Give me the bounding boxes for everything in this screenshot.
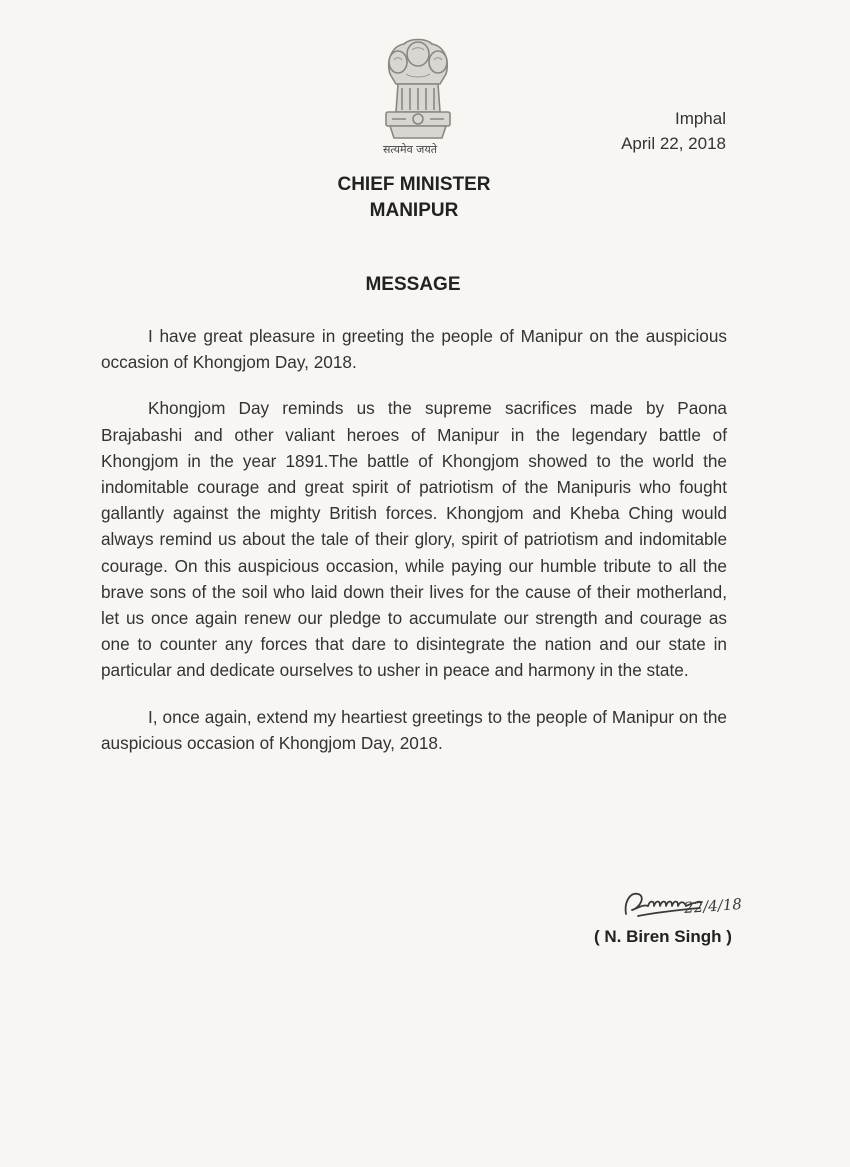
place-date-block [621,106,726,156]
national-motto: सत्यमेव जयते [382,143,437,156]
office-line-1: CHIEF MINISTER [337,174,491,195]
office-title [318,172,510,224]
message-heading: MESSAGE [365,274,461,295]
signatory-name: ( N. Biren Singh ) [594,927,732,946]
place: Imphal [674,109,726,128]
handwritten-date: 22/4/18 [683,895,743,917]
paragraph-3: I, once again, extend my heartiest greetings to the people of Manipur on the auspicious occasion of Khongjom Day, 2018. [101,706,727,753]
letter-date: April 22, 2018 [621,134,726,153]
lion-capital-emblem-icon [368,30,468,145]
paragraph-2: Khongjom Day reminds us the supreme sacrifices made by Paona Brajabashi and other valiant heroes of Manipur in the legendary battle of Khongjom in the year 1891.The battle of Khongjom showed to the world the indomitable courage and great spirit of patriotism of the Manipuris who fought gallantly against the mighty British forces. Khongjom and Kheba Ching would always remind us about the tale of their glory, spirit of patriotism and indomitable courage. On this auspicious occasion, while paying our humble tribute to all the brave sons of the soil who laid down their lives for the cause of their motherland, let us once again renew our pledge to accumulate our strength and courage as one to counter any forces that dare to disintegrate the nation and our state in particular and dedicate ourselves to usher in peace and harmony in the state. [101,398,727,681]
message-body [101,323,727,776]
paragraph-1: I have great pleasure in greeting the people of Manipur on the auspicious occasion of Khongjom Day, 2018. [101,326,727,373]
office-line-2: MANIPUR [369,200,459,221]
